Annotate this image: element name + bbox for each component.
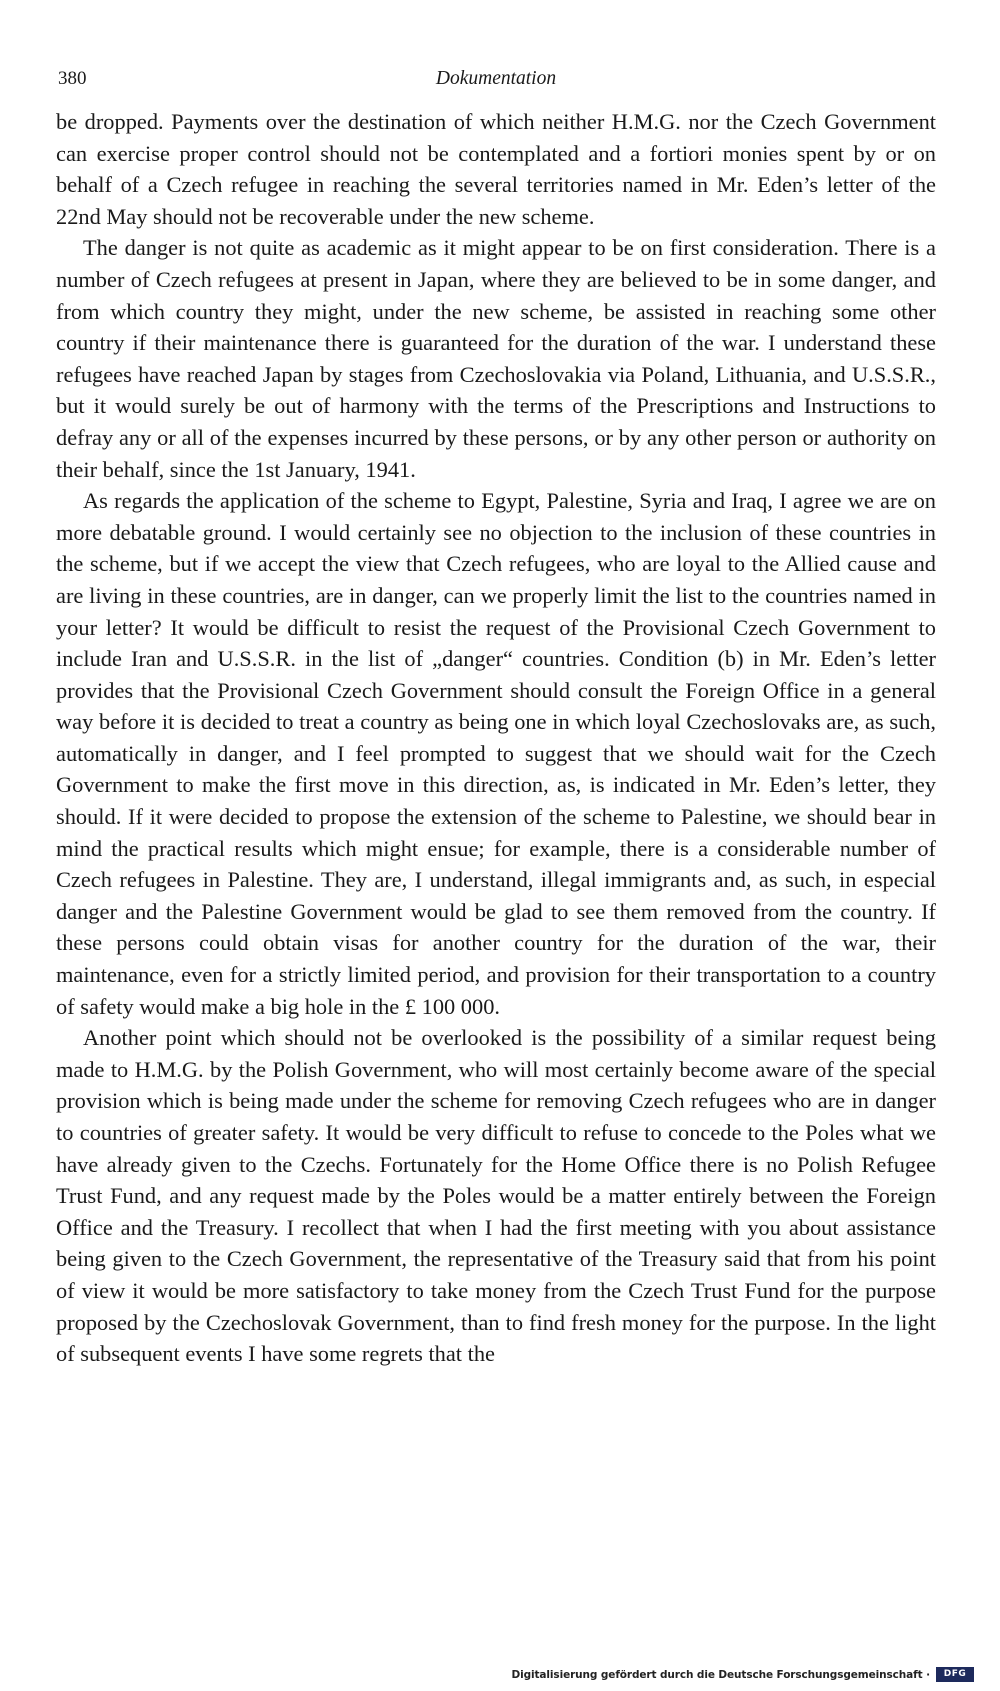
document-page [56,60,936,1670]
running-title: Dokumentation [435,68,557,89]
dfg-logo-icon: DFG [936,1667,974,1682]
paragraph: The danger is not quite as academic as it might appear to be on first consideration. There is a number of Czech refugees at present in Japan, where they are believed to be in some danger, and from which country they might, under the new scheme, be assisted in reaching some other country if their maintenance there is guaranteed for the duration of the war. I understand these refugees have reached Japan by stages from Czechoslovakia via Poland, Lithuania, and U.S.S.R., but it would surely be out of harmony with the terms of the Prescriptions and Instructions to defray any or all of the expenses incurred by these persons, or by any other person or authority on their behalf, since the 1st January, 1941. [56,235,936,482]
digitization-credit: Digitalisierung gefördert durch die Deutsche Forschungsgemeinschaft · [511,1669,930,1681]
paragraph-continued: be dropped. Payments over the destination of which neither H.M.G. nor the Czech Government can exercise proper control should not be contemplated and a fortiori monies spent by or on behalf of a Czech refugee in reaching the several territories named in Mr. Eden’s letter of the 22nd May should not be recoverable under the new scheme. [56,109,936,229]
running-head [56,60,936,96]
page-number: 380 [58,68,87,89]
paragraph: Another point which should not be overlooked is the possibility of a similar request being made to H.M.G. by the Polish Government, who will most certainly become aware of the special provision which is being made under the scheme for removing Czech refugees who are in danger to countries of greater safety. It would be very difficult to refuse to concede to the Poles what we have already given to the Czechs. Fortunately for the Home Office there is no Polish Refugee Trust Fund, and any request made by the Poles would be a matter entirely between the Foreign Office and the Treasury. I recollect that when I had the first meeting with you about assistance being given to the Czech Government, the representative of the Treasury said that from his point of view it would be more satisfactory to take money from the Czech Trust Fund for the purpose proposed by the Czechoslovak Government, than to find fresh money for the purpose. In the light of subsequent events I have some regrets that the [56,1025,936,1367]
body-text [56,106,936,1370]
paragraph: As regards the application of the scheme to Egypt, Palestine, Syria and Iraq, I agree we are on more debatable ground. I would certainly see no objection to the inclusion of these countries in the scheme, but if we accept the view that Czech refugees, who are loyal to the Allied cause and are living in these countries, are in danger, can we properly limit the list to the countries named in your letter? It would be difficult to resist the request of the Provisional Czech Government to include Iran and U.S.S.R. in the list of „danger“ countries. Condition (b) in Mr. Eden’s letter provides that the Provisional Czech Government should consult the Foreign Office in a general way before it is decided to treat a country as being one in which loyal Czechoslovaks are, as such, automatically in danger, and I feel prompted to suggest that we should wait for the Czech Government to make the first move in this direction, as, is indicated in Mr. Eden’s letter, they should. If it were decided to propose the extension of the scheme to Palestine, we should bear in mind the practical results which might ensue; for example, there is a considerable number of Czech refugees in Palestine. They are, I understand, illegal immigrants and, as such, in especial danger and the Palestine Government would be glad to see them removed from the country. If these persons could obtain visas for another country for the duration of the war, their maintenance, even for a strictly limited period, and provision for their transportation to a country of safety would make a big hole in the £ 100 000. [56,488,936,1019]
